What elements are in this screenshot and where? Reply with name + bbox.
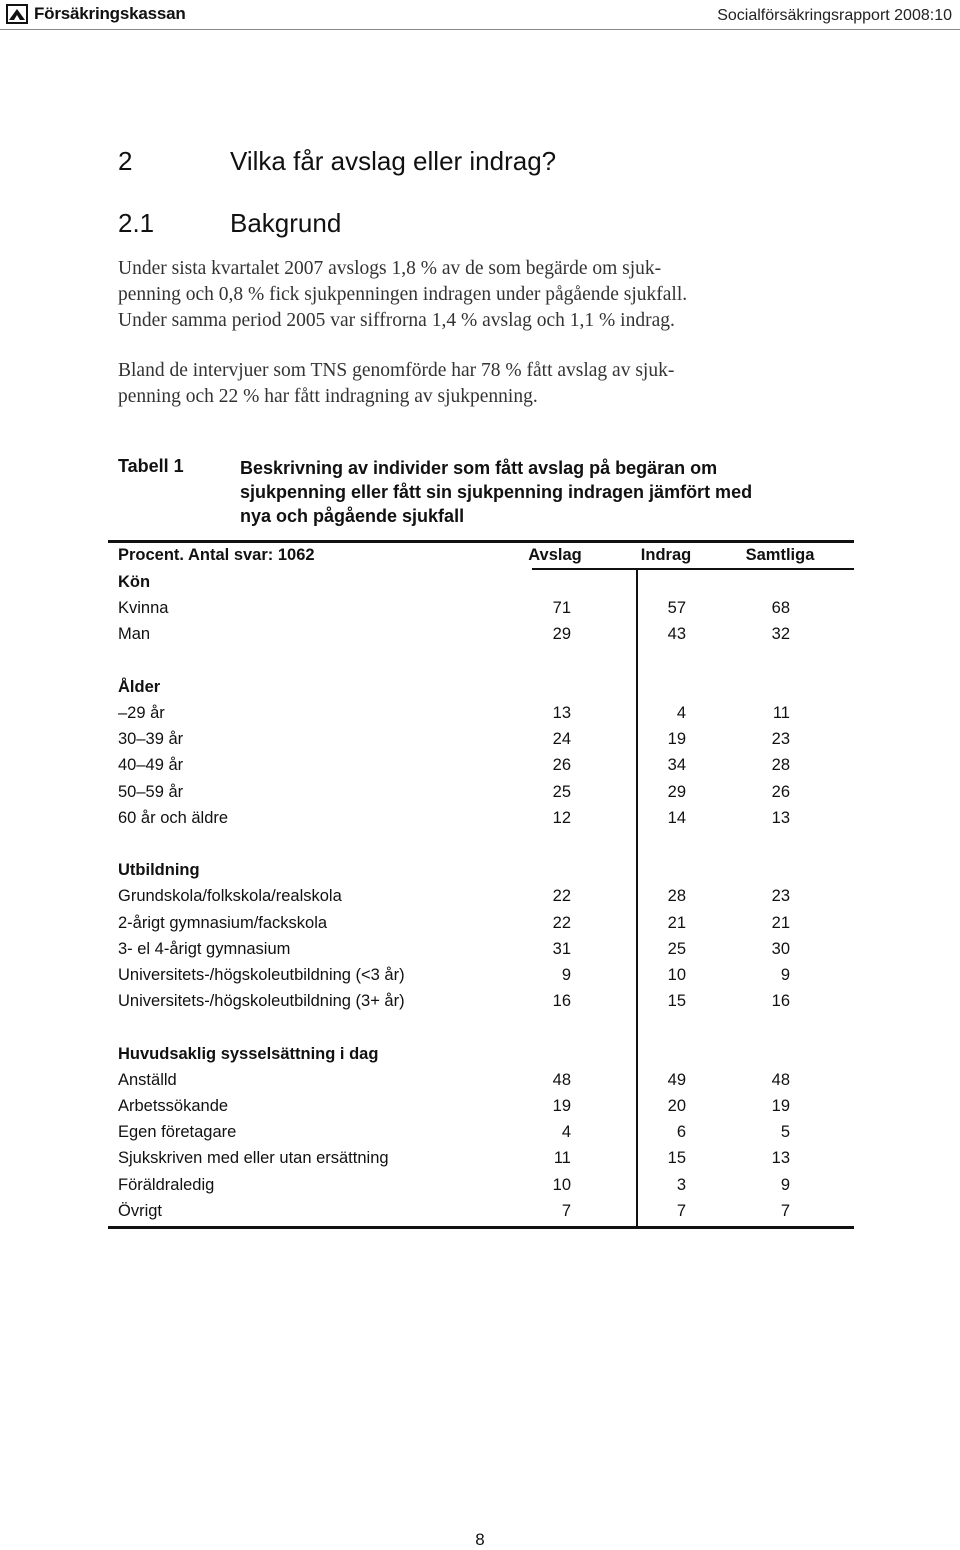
- page-header: [0, 0, 960, 32]
- value-samtliga: 13: [771, 808, 790, 827]
- value-avslag: 12: [552, 808, 571, 827]
- row-label: –29 år: [118, 704, 165, 722]
- value-samtliga: 9: [780, 1175, 790, 1194]
- value-indrag: 10: [667, 966, 686, 984]
- paragraph-line: Bland de intervjuer som TNS genomförde har 78 % fått avslag av sjuk-: [118, 360, 675, 381]
- caption-line: Beskrivning av individer som fått avslag på begäran om: [240, 458, 718, 478]
- value-avslag: 9: [561, 966, 571, 984]
- value-samtliga: 11: [772, 704, 790, 722]
- value-samtliga: 5: [780, 1123, 790, 1142]
- value-indrag: 3: [676, 1175, 686, 1194]
- table-label: Tabell 1: [118, 456, 184, 476]
- row-label: Arbetssökande: [118, 1097, 229, 1115]
- value-avslag: 25: [552, 782, 571, 801]
- value-samtliga: 68: [771, 599, 790, 618]
- table-header-label: Procent. Antal svar: 1062: [118, 546, 315, 564]
- value-samtliga: 7: [780, 1201, 790, 1220]
- column-divider: [636, 570, 638, 1228]
- value-samtliga: 16: [771, 992, 790, 1011]
- value-avslag: 16: [552, 992, 571, 1011]
- row-label: Utbildning: [118, 861, 200, 880]
- row-label: Föräldraledig: [118, 1175, 215, 1194]
- report-title: Socialförsäkringsrapport 2008:10: [717, 7, 952, 24]
- row-label: Egen företagare: [118, 1123, 237, 1142]
- row-label: 50–59 år: [118, 782, 184, 801]
- caption-line: nya och pågående sjukfall: [240, 506, 465, 526]
- caption-line: sjukpenning eller fått sin sjukpenning indragen jämfört med: [240, 482, 753, 502]
- row-label: Ålder: [118, 677, 161, 696]
- row-label: Kön: [118, 573, 151, 591]
- value-indrag: 6: [676, 1123, 686, 1142]
- row-label: Övrigt: [118, 1201, 163, 1220]
- value-avslag: 48: [552, 1070, 571, 1089]
- value-indrag: 7: [676, 1201, 686, 1220]
- value-indrag: 19: [667, 730, 686, 749]
- value-avslag: 19: [552, 1097, 571, 1115]
- value-indrag: 15: [667, 992, 686, 1011]
- section-heading: [118, 146, 556, 177]
- logo: [6, 4, 186, 24]
- row-label: 2-årigt gymnasium/fackskola: [118, 913, 328, 932]
- section-title: Vilka får avslag eller indrag?: [230, 146, 557, 176]
- value-samtliga: 32: [771, 625, 790, 644]
- page-number: 8: [475, 1530, 485, 1549]
- value-avslag: 7: [561, 1201, 571, 1220]
- value-avslag: 22: [552, 887, 571, 906]
- value-samtliga: 9: [780, 966, 790, 984]
- value-avslag: 31: [552, 939, 571, 958]
- value-avslag: 71: [552, 599, 571, 618]
- column-header-samtliga: Samtliga: [745, 546, 815, 564]
- value-indrag: 28: [667, 887, 686, 906]
- value-indrag: 43: [667, 625, 686, 644]
- value-avslag: 11: [553, 1149, 571, 1168]
- value-indrag: 15: [667, 1149, 686, 1168]
- value-indrag: 20: [667, 1097, 686, 1115]
- subsection-title: Bakgrund: [230, 208, 342, 238]
- paragraph-line: penning och 22 % har fått indragning av sjukpenning.: [118, 386, 538, 407]
- row-label: Universitets-/högskoleutbildning (3+ år): [118, 992, 405, 1011]
- paragraph-line: Under sista kvartalet 2007 avslogs 1,8 % av de som begärde om sjuk-: [118, 258, 662, 279]
- value-samtliga: 26: [771, 782, 790, 801]
- row-label: Man: [118, 625, 151, 644]
- row-label: 40–49 år: [118, 756, 184, 775]
- paragraph-line: penning och 0,8 % fick sjukpenningen indragen under pågående sjukfall.: [118, 284, 688, 305]
- subsection-heading: [118, 208, 341, 239]
- column-header-indrag: Indrag: [640, 546, 692, 564]
- value-samtliga: 30: [771, 939, 790, 958]
- value-avslag: 29: [552, 625, 571, 644]
- value-samtliga: 21: [771, 913, 790, 932]
- row-label: Kvinna: [118, 599, 169, 618]
- header-divider: [0, 29, 960, 30]
- value-indrag: 21: [667, 913, 686, 932]
- header-underline: [532, 568, 854, 570]
- value-samtliga: 28: [771, 756, 790, 775]
- value-indrag: 25: [667, 939, 686, 958]
- value-samtliga: 23: [771, 887, 790, 906]
- row-label: Grundskola/folkskola/realskola: [118, 887, 342, 906]
- value-indrag: 4: [676, 704, 686, 722]
- value-avslag: 26: [552, 756, 571, 775]
- table-bottom-rule: [108, 1226, 854, 1229]
- value-samtliga: 23: [771, 730, 790, 749]
- row-label: Sjukskriven med eller utan ersättning: [118, 1149, 389, 1168]
- value-samtliga: 48: [771, 1070, 790, 1089]
- value-indrag: 14: [667, 808, 686, 827]
- row-label: Huvudsaklig sysselsättning i dag: [118, 1044, 379, 1063]
- value-avslag: 10: [552, 1175, 571, 1194]
- value-indrag: 49: [667, 1070, 686, 1089]
- value-avslag: 4: [561, 1123, 571, 1142]
- value-samtliga: 19: [771, 1097, 790, 1115]
- subsection-number: 2.1: [118, 208, 155, 238]
- section-number: 2: [118, 146, 133, 176]
- row-label: Anställd: [118, 1070, 177, 1089]
- value-avslag: 24: [552, 730, 571, 749]
- paragraph-line: Under samma period 2005 var siffrorna 1,4 % avslag och 1,1 % indrag.: [118, 310, 675, 331]
- value-avslag: 22: [552, 913, 571, 932]
- row-label: 3- el 4-årigt gymnasium: [118, 939, 291, 958]
- paragraph-1: [118, 256, 818, 334]
- paragraph-2: [118, 358, 818, 410]
- value-samtliga: 13: [771, 1149, 790, 1168]
- table-caption: [240, 456, 860, 528]
- value-indrag: 57: [667, 599, 686, 618]
- logo-house-icon: [6, 4, 28, 24]
- row-label: 60 år och äldre: [118, 808, 229, 827]
- value-avslag: 13: [552, 704, 571, 722]
- row-label: 30–39 år: [118, 730, 184, 749]
- value-indrag: 29: [667, 782, 686, 801]
- logo-text: Försäkringskassan: [34, 4, 186, 23]
- value-indrag: 34: [667, 756, 686, 775]
- column-header-avslag: Avslag: [528, 546, 582, 564]
- row-label: Universitets-/högskoleutbildning (<3 år): [118, 966, 405, 984]
